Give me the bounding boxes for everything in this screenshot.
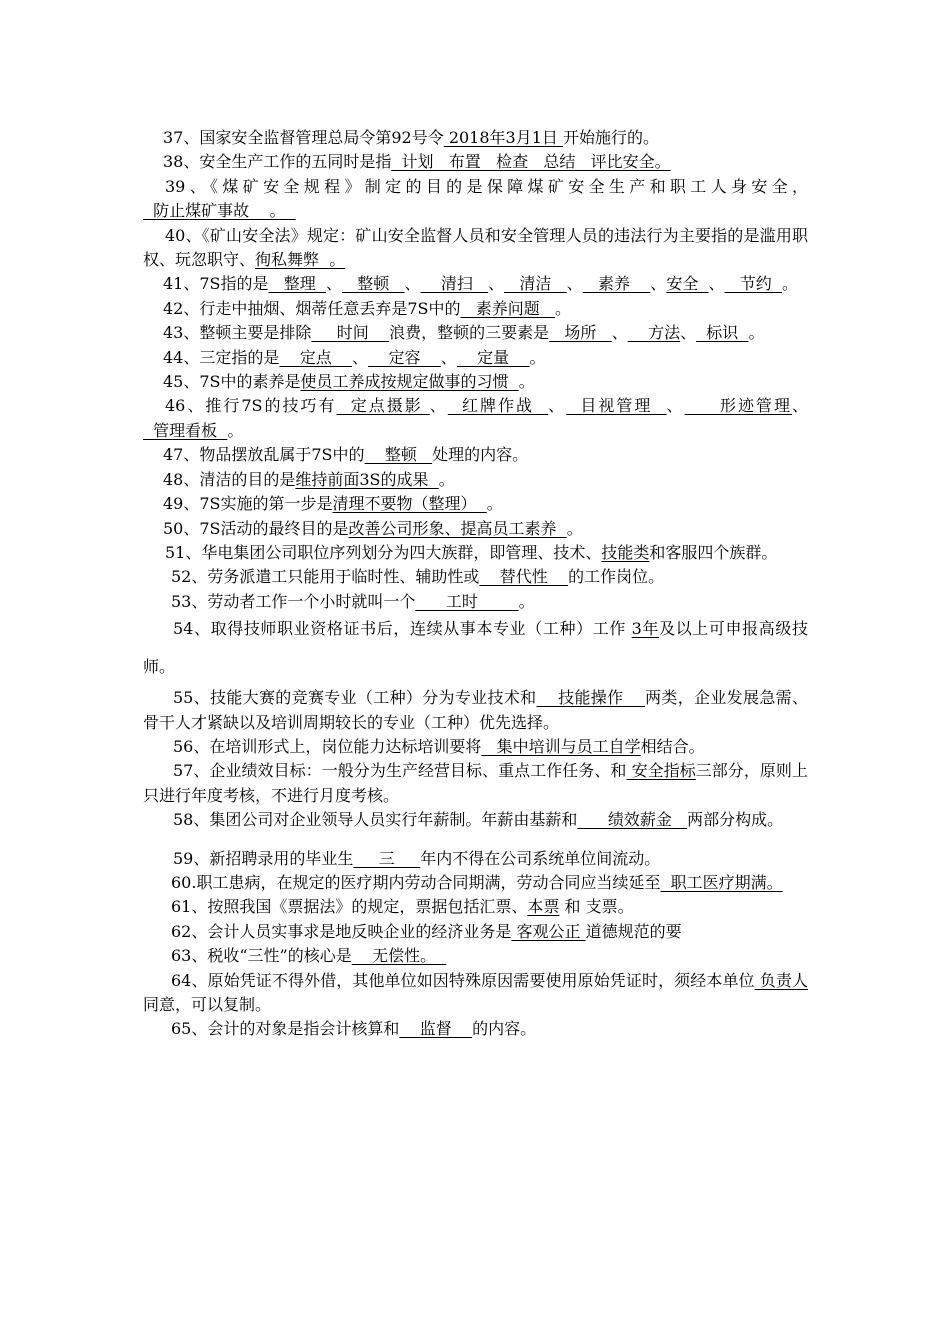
question-text: 40、《矿山安全法》规定：矿山安全监督人员和安全管理人员的违法行为主要指的是滥用职权、玩忽职守、: [143, 225, 808, 270]
question-text: 51、华电集团公司职位序列划分为四大族群，即管理、技术、: [165, 542, 602, 562]
question-text: 、: [666, 396, 685, 416]
answer-blank: 技能操作: [536, 688, 646, 708]
question-text: 处理的内容。: [432, 445, 529, 465]
question-text: 53、劳动者工作一个小时就叫一个: [171, 591, 416, 611]
question-text: 两类，企业发展急需、骨干人才紧缺以及培训周期较长的专业（工种）优先选择。: [143, 688, 808, 732]
question-text: 三部分，原则上只进行年度考核，不进行月度考核。: [143, 761, 808, 805]
answer-blank: 时间: [311, 323, 390, 343]
answer-blank: 维持前面3S的成果: [295, 469, 439, 489]
question-item: [143, 175, 808, 224]
question-text: 。: [518, 591, 535, 611]
question-text: 60.职工患病，在规定的医疗期内劳动合同期满，劳动合同应当续延至: [171, 872, 661, 892]
answer-blank: 负责人: [754, 970, 808, 990]
question-item: [143, 321, 808, 345]
question-text: 两部分构成。: [687, 810, 784, 830]
answer-blank: 素养: [582, 274, 651, 294]
question-item: [143, 920, 808, 944]
answer-blank: 绩效薪金: [577, 810, 688, 830]
answer-blank: 方法: [627, 323, 681, 343]
answer-blank: 节约: [724, 274, 782, 294]
answer-blank: 定容: [368, 347, 441, 367]
question-text: 。: [529, 347, 546, 367]
question-text: 。: [438, 469, 455, 489]
question-text: 44、三定指的是: [163, 347, 280, 367]
question-text: 48、清洁的目的是: [163, 469, 296, 489]
question-text: 、: [488, 274, 505, 294]
question-text: 45、7S中的素养是: [163, 372, 301, 392]
question-text: 。: [748, 323, 765, 343]
question-item: [143, 1017, 808, 1041]
question-item: [143, 871, 808, 895]
question-text: 和 支票。: [559, 897, 634, 917]
question-item: [143, 895, 808, 919]
answer-blank: 管理看板: [143, 420, 228, 440]
question-item: [143, 759, 808, 808]
answer-blank: 技能类: [601, 542, 650, 562]
answer-blank: 使员工养成按规定做事的习惯: [300, 372, 519, 392]
question-text: 39、《煤矿安全规程》制定的目的是保障煤矿安全生产和职工人身安全，: [165, 176, 808, 196]
question-text: 43、整顿主要是排除: [163, 323, 312, 343]
question-text: 。: [227, 420, 244, 440]
question-item: [143, 610, 808, 686]
answer-blank: 集中培训与员工自学: [481, 736, 641, 756]
question-text: 。: [555, 298, 572, 318]
question-text: 的内容。: [472, 1019, 537, 1039]
question-item: [143, 297, 808, 321]
question-text: 42、行走中抽烟、烟蒂任意丢弃是7S中的: [163, 298, 461, 318]
question-text: 64、原始凭证不得外借，其他单位如因特殊原因需要使用原始凭证时，须经本单位: [171, 970, 755, 990]
question-item: [143, 224, 808, 273]
answer-blank: 无偿性。: [351, 946, 447, 966]
question-text: 、: [404, 274, 421, 294]
question-item: [143, 272, 808, 296]
answer-blank: 替代性: [479, 567, 569, 587]
question-text: 57、企业绩效目标：一般分为生产经营目标、重点工作任务、和: [173, 761, 627, 781]
question-item: [143, 492, 808, 516]
question-text: 道德规范的要: [585, 921, 682, 941]
answer-blank: 清洁: [504, 274, 567, 294]
question-text: 。: [518, 372, 535, 392]
question-text: 47、物品摆放乱属于7S中的: [163, 445, 365, 465]
question-text: 。: [486, 494, 503, 514]
question-text: 、: [680, 323, 697, 343]
answer-blank: 职工医疗期满。: [660, 872, 783, 892]
question-text: 、: [611, 323, 628, 343]
question-text: 37、国家安全监督管理总局令第92号令: [163, 128, 444, 147]
question-text: 、: [440, 347, 457, 367]
question-item: [143, 735, 808, 759]
question-text: 、: [548, 396, 567, 416]
question-text: 及以上可申报高级技师。: [143, 619, 808, 677]
answer-blank: 计划 布置 检查 总结 评比安全。: [391, 152, 671, 172]
question-item: [143, 808, 808, 832]
question-text: 。: [781, 274, 798, 294]
answer-blank: 形迹管理: [684, 396, 792, 416]
question-text: 62、会计人员实事求是地反映企业的经济业务是: [171, 921, 512, 941]
question-text: 、: [325, 274, 342, 294]
question-text: 58、集团公司对企业领导人员实行年薪制。年薪由基薪和: [173, 810, 578, 830]
answer-blank: 监督: [399, 1019, 473, 1039]
answer-blank: 改善公司形象、提高员工素养: [348, 518, 567, 538]
answer-blank: 3年: [631, 619, 660, 639]
question-text: 同意，可以复制。: [143, 995, 272, 1014]
question-item: [143, 517, 808, 541]
answer-blank: 防止煤矿事故 。: [143, 201, 296, 221]
question-item: [143, 969, 808, 1018]
question-item: [143, 565, 808, 589]
question-item: [143, 468, 808, 492]
question-text: 和客服四个族群。: [649, 542, 778, 562]
answer-blank: 本票: [527, 897, 560, 917]
question-text: 61、按照我国《票据法》的规定，票据包括汇票、: [171, 897, 528, 917]
answer-blank: 工时: [415, 591, 519, 611]
document-body: [143, 126, 808, 1042]
question-text: 46、推行7S的技巧有: [165, 396, 337, 416]
question-text: 浪费，整顿的三要素是: [389, 323, 550, 343]
question-text: 、: [352, 347, 369, 367]
question-text: 、: [566, 274, 583, 294]
question-text: 38、安全生产工作的五同时是指: [163, 152, 392, 172]
question-item: [143, 847, 808, 871]
question-item: [143, 370, 808, 394]
question-text: 54、取得技师职业资格证书后，连续从事本专业（工种）工作: [173, 619, 632, 639]
answer-blank: 客观公正: [511, 921, 586, 941]
question-text: 41、7S指的是: [163, 274, 269, 294]
answer-blank: 整顿: [364, 445, 433, 465]
question-item: [143, 686, 808, 735]
question-text: 的工作岗位。: [568, 567, 665, 587]
question-text: 开始施行的。: [563, 128, 660, 147]
question-text: 65、会计的对象是指会计核算和: [171, 1019, 400, 1039]
question-text: 63、税收“三性”的核心是: [171, 946, 352, 966]
answer-blank: 徇私舞弊 。: [255, 250, 346, 270]
answer-blank: 定量: [456, 347, 530, 367]
answer-blank: 场所: [549, 323, 612, 343]
question-item: [143, 443, 808, 467]
question-item: [143, 150, 808, 174]
question-text: 52、劳务派遣工只能用于临时性、辅助性或: [171, 567, 480, 587]
question-text: 50、7S活动的最终目的是: [163, 518, 349, 538]
question-item: [143, 541, 808, 565]
question-item: [143, 944, 808, 968]
answer-blank: 整理: [268, 274, 326, 294]
answer-blank: 安全: [666, 274, 709, 294]
answer-blank: 红牌作战: [447, 396, 549, 416]
answer-blank: 清理不要物（整理）: [332, 494, 487, 514]
answer-blank: 整顿: [341, 274, 405, 294]
answer-blank: 三: [353, 848, 421, 868]
question-text: 相结合。: [640, 736, 705, 756]
question-text: 56、在培训形式上，岗位能力达标培训要将: [173, 736, 482, 756]
answer-blank: 2018年3月1日: [443, 128, 563, 147]
question-item: [143, 126, 808, 150]
question-item: [143, 346, 808, 370]
answer-blank: 目视管理: [566, 396, 667, 416]
question-text: 。: [566, 518, 583, 538]
answer-blank: 标识: [696, 323, 749, 343]
question-text: 49、7S实施的第一步是: [163, 494, 333, 514]
question-text: 年内不得在公司系统单位间流动。: [420, 848, 661, 868]
question-text: 、: [650, 274, 667, 294]
question-text: 、: [708, 274, 725, 294]
answer-blank: 安全指标: [626, 761, 696, 781]
question-item: [143, 394, 808, 443]
answer-blank: 清扫: [420, 274, 489, 294]
question-text: 55、技能大赛的竞赛专业（工种）分为专业技术和: [173, 688, 537, 708]
answer-blank: 素养问题: [460, 298, 556, 318]
question-text: 59、新招聘录用的毕业生: [173, 848, 354, 868]
answer-blank: 定点摄影: [336, 396, 430, 416]
question-text: 、: [429, 396, 448, 416]
question-text: 、: [791, 396, 808, 416]
answer-blank: 定点: [279, 347, 353, 367]
